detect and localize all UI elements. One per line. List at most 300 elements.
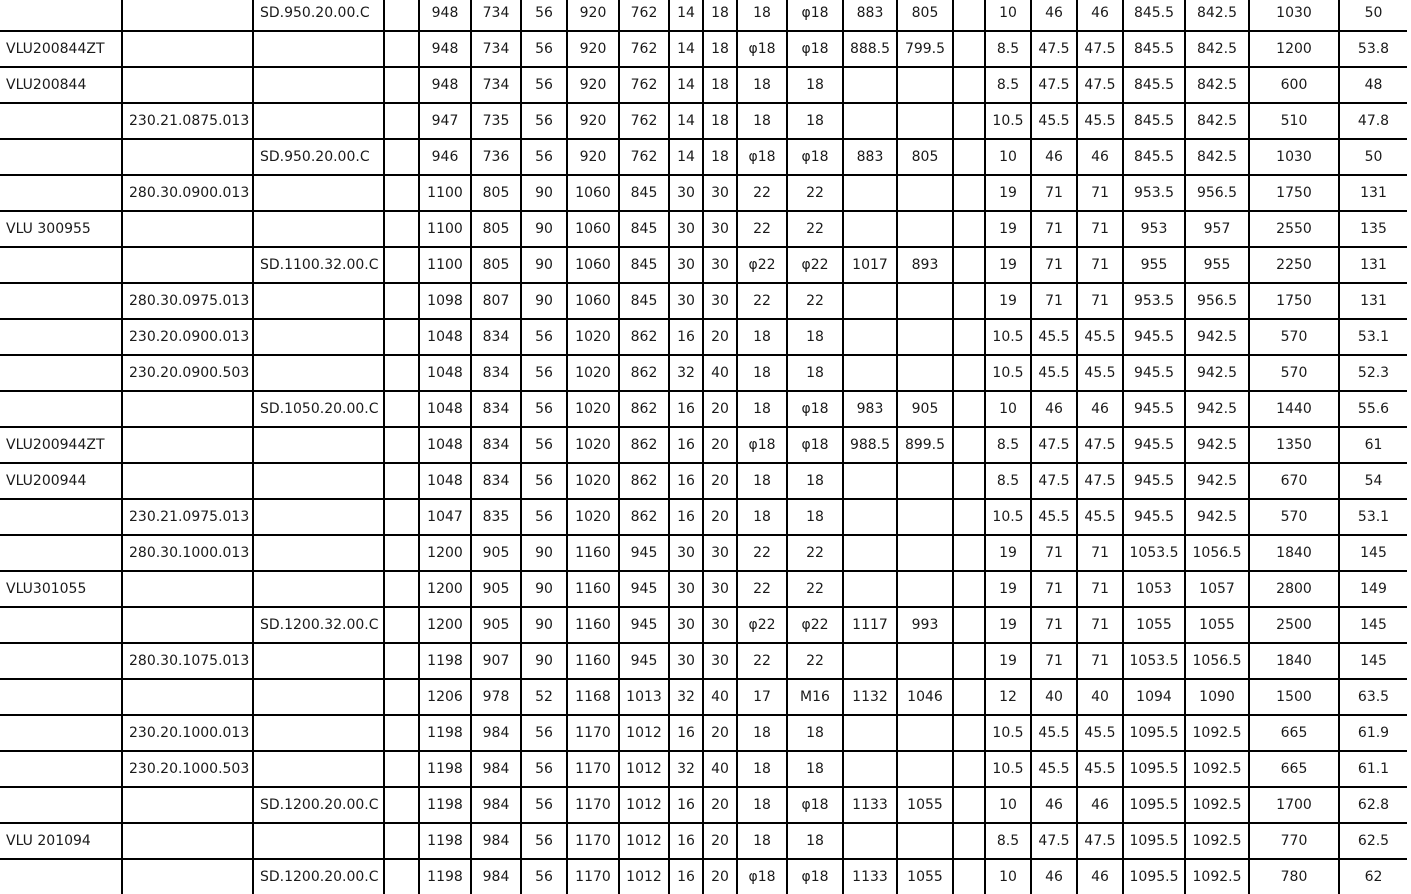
cell-col-z1: 30 (669, 571, 703, 607)
cell-col-load: 2550 (1249, 211, 1339, 247)
cell-col-z2: 18 (703, 0, 737, 31)
cell-col-weight: 145 (1339, 643, 1407, 679)
cell-col-di: 1012 (619, 823, 669, 859)
cell-col-dc (843, 175, 897, 211)
cell-col-dm: 920 (567, 139, 619, 175)
cell-col-dm: 1160 (567, 607, 619, 643)
cell-col-tb: 842.5 (1185, 103, 1249, 139)
cell-col-load: 1030 (1249, 0, 1339, 31)
cell-col-z1: 16 (669, 319, 703, 355)
cell-col-ta: 845.5 (1123, 103, 1185, 139)
cell-col-ta: 1095.5 (1123, 751, 1185, 787)
cell-col-d1: 834 (471, 427, 521, 463)
cell-col-dc: 888.5 (843, 31, 897, 67)
cell-col-d1: 805 (471, 247, 521, 283)
cell-col-d: 1100 (419, 175, 471, 211)
cell-drawing-no-b: SD.950.20.00.C (253, 0, 384, 31)
cell-drawing-no-a: 230.20.0900.503 (122, 355, 253, 391)
cell-blank-col (384, 643, 419, 679)
cell-blank-col-2 (953, 139, 985, 175)
cell-col-tb: 1055 (1185, 607, 1249, 643)
cell-col-weight: 53.1 (1339, 319, 1407, 355)
cell-col-dm: 1020 (567, 355, 619, 391)
cell-col-d: 1198 (419, 859, 471, 894)
cell-model-code: VLU 300955 (0, 211, 122, 247)
cell-blank-col (384, 427, 419, 463)
table-row (0, 499, 1407, 535)
cell-col-h: 90 (521, 175, 567, 211)
cell-model-code (0, 643, 122, 679)
cell-col-h: 90 (521, 247, 567, 283)
cell-model-code (0, 319, 122, 355)
cell-col-m: 8.5 (985, 67, 1031, 103)
cell-col-d: 1047 (419, 499, 471, 535)
cell-col-dc (843, 499, 897, 535)
cell-col-hole: 22 (737, 211, 787, 247)
cell-col-weight: 53.1 (1339, 499, 1407, 535)
cell-drawing-no-b: SD.1050.20.00.C (253, 391, 384, 427)
cell-col-h: 56 (521, 499, 567, 535)
cell-col-hole-2: φ18 (787, 427, 843, 463)
cell-col-d1: 805 (471, 211, 521, 247)
table-row (0, 211, 1407, 247)
cell-col-di: 845 (619, 283, 669, 319)
cell-col-b1: 71 (1031, 571, 1077, 607)
cell-col-b2: 47.5 (1077, 823, 1123, 859)
table-row (0, 823, 1407, 859)
table-row (0, 355, 1407, 391)
cell-col-h: 56 (521, 859, 567, 894)
cell-col-z1: 30 (669, 283, 703, 319)
cell-col-z1: 16 (669, 715, 703, 751)
cell-blank-col-2 (953, 319, 985, 355)
cell-col-dm: 1170 (567, 787, 619, 823)
cell-col-tb: 1056.5 (1185, 643, 1249, 679)
cell-col-ta: 1095.5 (1123, 787, 1185, 823)
cell-col-load: 570 (1249, 319, 1339, 355)
cell-model-code (0, 139, 122, 175)
cell-col-hole: φ18 (737, 859, 787, 894)
table-row (0, 319, 1407, 355)
cell-drawing-no-a (122, 247, 253, 283)
cell-blank-col-2 (953, 859, 985, 894)
cell-col-z1: 14 (669, 31, 703, 67)
cell-drawing-no-b: SD.1200.20.00.C (253, 787, 384, 823)
cell-col-load: 1350 (1249, 427, 1339, 463)
cell-col-dm: 1020 (567, 391, 619, 427)
cell-col-dm: 1170 (567, 859, 619, 894)
cell-col-dc-2 (897, 751, 953, 787)
cell-col-d: 1048 (419, 319, 471, 355)
cell-col-load: 1500 (1249, 679, 1339, 715)
cell-blank-col-2 (953, 427, 985, 463)
cell-col-z2: 30 (703, 175, 737, 211)
cell-blank-col-2 (953, 535, 985, 571)
cell-drawing-no-b (253, 67, 384, 103)
cell-col-b1: 45.5 (1031, 715, 1077, 751)
cell-col-ta: 845.5 (1123, 139, 1185, 175)
cell-col-weight: 145 (1339, 607, 1407, 643)
cell-col-m: 10 (985, 859, 1031, 894)
cell-col-b2: 71 (1077, 211, 1123, 247)
cell-col-b1: 45.5 (1031, 499, 1077, 535)
cell-col-ta: 945.5 (1123, 319, 1185, 355)
cell-col-b2: 47.5 (1077, 427, 1123, 463)
cell-col-b2: 71 (1077, 643, 1123, 679)
cell-col-tb: 1057 (1185, 571, 1249, 607)
cell-drawing-no-a (122, 787, 253, 823)
cell-col-dm: 1020 (567, 463, 619, 499)
cell-col-z1: 16 (669, 499, 703, 535)
cell-col-h: 56 (521, 427, 567, 463)
cell-col-b1: 71 (1031, 247, 1077, 283)
cell-col-z2: 20 (703, 823, 737, 859)
cell-col-hole-2: 18 (787, 355, 843, 391)
cell-col-b2: 45.5 (1077, 319, 1123, 355)
cell-drawing-no-a (122, 31, 253, 67)
cell-col-dm: 1160 (567, 571, 619, 607)
cell-col-h: 56 (521, 67, 567, 103)
cell-col-hole: 18 (737, 715, 787, 751)
cell-col-ta: 1053 (1123, 571, 1185, 607)
table-row (0, 607, 1407, 643)
table-row (0, 175, 1407, 211)
cell-drawing-no-b: SD.950.20.00.C (253, 139, 384, 175)
cell-col-dc-2 (897, 175, 953, 211)
table-row (0, 571, 1407, 607)
cell-col-z1: 14 (669, 67, 703, 103)
cell-col-m: 10.5 (985, 715, 1031, 751)
table-row (0, 859, 1407, 894)
cell-col-load: 780 (1249, 859, 1339, 894)
cell-blank-col-2 (953, 463, 985, 499)
cell-col-dm: 1170 (567, 823, 619, 859)
cell-col-d1: 734 (471, 0, 521, 31)
cell-col-di: 862 (619, 427, 669, 463)
cell-blank-col-2 (953, 31, 985, 67)
cell-col-d: 948 (419, 67, 471, 103)
cell-col-dm: 1160 (567, 643, 619, 679)
cell-col-b2: 71 (1077, 607, 1123, 643)
cell-col-h: 56 (521, 751, 567, 787)
table-row (0, 643, 1407, 679)
cell-col-h: 56 (521, 103, 567, 139)
cell-col-dm: 920 (567, 31, 619, 67)
cell-blank-col (384, 715, 419, 751)
cell-col-ta: 945.5 (1123, 499, 1185, 535)
cell-col-d1: 736 (471, 139, 521, 175)
cell-col-h: 56 (521, 463, 567, 499)
cell-blank-col (384, 283, 419, 319)
cell-col-d1: 734 (471, 31, 521, 67)
cell-col-dm: 1170 (567, 751, 619, 787)
cell-col-ta: 1053.5 (1123, 535, 1185, 571)
cell-drawing-no-a (122, 391, 253, 427)
cell-col-b2: 45.5 (1077, 715, 1123, 751)
cell-model-code (0, 175, 122, 211)
cell-col-b2: 71 (1077, 571, 1123, 607)
cell-col-z2: 40 (703, 751, 737, 787)
cell-col-load: 510 (1249, 103, 1339, 139)
cell-col-load: 2800 (1249, 571, 1339, 607)
cell-drawing-no-b (253, 571, 384, 607)
table-row (0, 247, 1407, 283)
cell-drawing-no-b (253, 823, 384, 859)
cell-col-tb: 957 (1185, 211, 1249, 247)
cell-col-d: 1048 (419, 391, 471, 427)
cell-model-code (0, 499, 122, 535)
cell-col-di: 945 (619, 535, 669, 571)
cell-col-z2: 20 (703, 319, 737, 355)
cell-col-dc: 1017 (843, 247, 897, 283)
cell-col-dc: 1133 (843, 859, 897, 894)
cell-col-z1: 14 (669, 139, 703, 175)
cell-blank-col-2 (953, 67, 985, 103)
cell-col-d: 1198 (419, 751, 471, 787)
cell-col-dc (843, 283, 897, 319)
cell-col-m: 8.5 (985, 427, 1031, 463)
cell-col-dc-2 (897, 571, 953, 607)
cell-col-tb: 1092.5 (1185, 751, 1249, 787)
cell-col-weight: 62 (1339, 859, 1407, 894)
cell-col-d: 948 (419, 0, 471, 31)
cell-col-b1: 46 (1031, 0, 1077, 31)
cell-drawing-no-b (253, 283, 384, 319)
cell-drawing-no-b (253, 751, 384, 787)
cell-col-b2: 71 (1077, 283, 1123, 319)
cell-col-weight: 61 (1339, 427, 1407, 463)
cell-col-ta: 945.5 (1123, 427, 1185, 463)
cell-col-z2: 20 (703, 859, 737, 894)
cell-drawing-no-a: 280.30.0900.013 (122, 175, 253, 211)
cell-col-hole-2: 18 (787, 715, 843, 751)
cell-col-tb: 1090 (1185, 679, 1249, 715)
cell-col-z2: 20 (703, 391, 737, 427)
cell-col-b2: 45.5 (1077, 751, 1123, 787)
cell-drawing-no-b (253, 31, 384, 67)
cell-col-di: 1012 (619, 751, 669, 787)
cell-col-hole: 22 (737, 175, 787, 211)
cell-drawing-no-b: SD.1200.20.00.C (253, 859, 384, 894)
cell-col-b1: 45.5 (1031, 319, 1077, 355)
cell-col-z1: 16 (669, 427, 703, 463)
cell-col-m: 10 (985, 787, 1031, 823)
cell-col-dm: 920 (567, 0, 619, 31)
cell-col-d1: 834 (471, 355, 521, 391)
cell-col-m: 10.5 (985, 319, 1031, 355)
cell-blank-col-2 (953, 283, 985, 319)
cell-col-m: 10.5 (985, 103, 1031, 139)
cell-col-h: 56 (521, 0, 567, 31)
table-row (0, 31, 1407, 67)
cell-col-dc (843, 571, 897, 607)
table-row (0, 463, 1407, 499)
cell-col-d: 948 (419, 31, 471, 67)
cell-col-dm: 1060 (567, 283, 619, 319)
cell-blank-col (384, 139, 419, 175)
cell-col-hole-2: 18 (787, 751, 843, 787)
cell-col-z2: 18 (703, 103, 737, 139)
cell-col-b1: 47.5 (1031, 463, 1077, 499)
cell-drawing-no-a (122, 607, 253, 643)
cell-col-h: 56 (521, 823, 567, 859)
cell-col-hole: 18 (737, 355, 787, 391)
cell-col-hole: 18 (737, 103, 787, 139)
cell-col-tb: 1092.5 (1185, 787, 1249, 823)
cell-col-dc: 983 (843, 391, 897, 427)
cell-col-dc-2: 1055 (897, 787, 953, 823)
cell-col-di: 945 (619, 571, 669, 607)
cell-col-b2: 45.5 (1077, 355, 1123, 391)
cell-col-ta: 845.5 (1123, 67, 1185, 103)
cell-blank-col-2 (953, 355, 985, 391)
cell-col-hole: 22 (737, 571, 787, 607)
cell-col-dc: 988.5 (843, 427, 897, 463)
cell-col-m: 19 (985, 571, 1031, 607)
cell-col-z2: 30 (703, 607, 737, 643)
cell-col-hole: 18 (737, 319, 787, 355)
cell-col-tb: 955 (1185, 247, 1249, 283)
cell-col-h: 56 (521, 787, 567, 823)
cell-col-d: 1200 (419, 571, 471, 607)
cell-col-hole-2: φ22 (787, 247, 843, 283)
cell-col-di: 862 (619, 391, 669, 427)
table-row (0, 751, 1407, 787)
cell-col-ta: 953.5 (1123, 175, 1185, 211)
cell-col-z1: 30 (669, 643, 703, 679)
cell-drawing-no-a (122, 67, 253, 103)
cell-col-dm: 1060 (567, 211, 619, 247)
cell-col-dc-2 (897, 643, 953, 679)
cell-col-h: 90 (521, 643, 567, 679)
cell-col-hole: φ22 (737, 247, 787, 283)
cell-col-z2: 20 (703, 499, 737, 535)
cell-col-b1: 71 (1031, 283, 1077, 319)
cell-drawing-no-b (253, 499, 384, 535)
cell-col-z2: 40 (703, 355, 737, 391)
cell-model-code (0, 103, 122, 139)
cell-col-dc-2: 1055 (897, 859, 953, 894)
cell-col-hole: 18 (737, 823, 787, 859)
cell-blank-col (384, 31, 419, 67)
cell-col-dc-2: 899.5 (897, 427, 953, 463)
cell-col-di: 1012 (619, 859, 669, 894)
table-row (0, 391, 1407, 427)
cell-col-hole-2: 18 (787, 319, 843, 355)
cell-col-z2: 30 (703, 247, 737, 283)
cell-col-z1: 30 (669, 607, 703, 643)
cell-drawing-no-a (122, 463, 253, 499)
cell-col-tb: 842.5 (1185, 31, 1249, 67)
cell-col-h: 90 (521, 211, 567, 247)
cell-col-z1: 16 (669, 787, 703, 823)
cell-model-code (0, 391, 122, 427)
cell-blank-col (384, 607, 419, 643)
cell-col-b1: 45.5 (1031, 103, 1077, 139)
cell-col-hole-2: φ18 (787, 31, 843, 67)
cell-col-h: 56 (521, 319, 567, 355)
cell-col-di: 762 (619, 0, 669, 31)
cell-col-m: 19 (985, 175, 1031, 211)
cell-col-b1: 71 (1031, 535, 1077, 571)
cell-col-ta: 1094 (1123, 679, 1185, 715)
cell-col-z2: 30 (703, 283, 737, 319)
cell-col-h: 56 (521, 391, 567, 427)
cell-col-b1: 45.5 (1031, 751, 1077, 787)
cell-blank-col (384, 499, 419, 535)
cell-blank-col-2 (953, 679, 985, 715)
table-row (0, 787, 1407, 823)
cell-col-h: 56 (521, 715, 567, 751)
cell-model-code (0, 787, 122, 823)
table-row (0, 139, 1407, 175)
cell-col-weight: 62.5 (1339, 823, 1407, 859)
cell-col-hole-2: 22 (787, 571, 843, 607)
cell-col-hole: 22 (737, 643, 787, 679)
cell-col-h: 90 (521, 571, 567, 607)
cell-col-dc (843, 67, 897, 103)
cell-col-d: 1100 (419, 247, 471, 283)
cell-col-d: 1048 (419, 427, 471, 463)
cell-blank-col (384, 463, 419, 499)
cell-col-tb: 942.5 (1185, 427, 1249, 463)
cell-drawing-no-a (122, 0, 253, 31)
cell-blank-col (384, 571, 419, 607)
cell-col-weight: 53.8 (1339, 31, 1407, 67)
cell-col-hole-2: 18 (787, 463, 843, 499)
cell-col-h: 56 (521, 31, 567, 67)
cell-col-m: 10 (985, 139, 1031, 175)
cell-col-tb: 956.5 (1185, 283, 1249, 319)
cell-col-dc-2: 799.5 (897, 31, 953, 67)
cell-col-z2: 30 (703, 643, 737, 679)
cell-col-dc-2: 1046 (897, 679, 953, 715)
cell-col-di: 845 (619, 175, 669, 211)
cell-blank-col (384, 787, 419, 823)
cell-blank-col-2 (953, 175, 985, 211)
cell-col-z2: 18 (703, 139, 737, 175)
cell-blank-col (384, 319, 419, 355)
cell-col-b1: 71 (1031, 643, 1077, 679)
cell-col-weight: 47.8 (1339, 103, 1407, 139)
cell-col-dc (843, 715, 897, 751)
cell-drawing-no-b (253, 103, 384, 139)
cell-col-h: 90 (521, 607, 567, 643)
cell-col-z2: 30 (703, 571, 737, 607)
cell-col-hole: 18 (737, 499, 787, 535)
cell-col-di: 762 (619, 103, 669, 139)
cell-col-b1: 71 (1031, 175, 1077, 211)
cell-col-z2: 30 (703, 211, 737, 247)
cell-col-load: 1700 (1249, 787, 1339, 823)
cell-col-di: 762 (619, 67, 669, 103)
cell-col-di: 862 (619, 463, 669, 499)
cell-blank-col-2 (953, 571, 985, 607)
cell-col-b1: 47.5 (1031, 67, 1077, 103)
cell-col-h: 56 (521, 355, 567, 391)
cell-col-tb: 942.5 (1185, 499, 1249, 535)
cell-blank-col-2 (953, 823, 985, 859)
cell-col-load: 1200 (1249, 31, 1339, 67)
cell-col-h: 52 (521, 679, 567, 715)
cell-blank-col (384, 67, 419, 103)
cell-col-d1: 834 (471, 463, 521, 499)
cell-col-m: 12 (985, 679, 1031, 715)
cell-blank-col-2 (953, 247, 985, 283)
cell-col-d: 1200 (419, 535, 471, 571)
cell-col-b1: 47.5 (1031, 823, 1077, 859)
cell-col-z1: 30 (669, 535, 703, 571)
